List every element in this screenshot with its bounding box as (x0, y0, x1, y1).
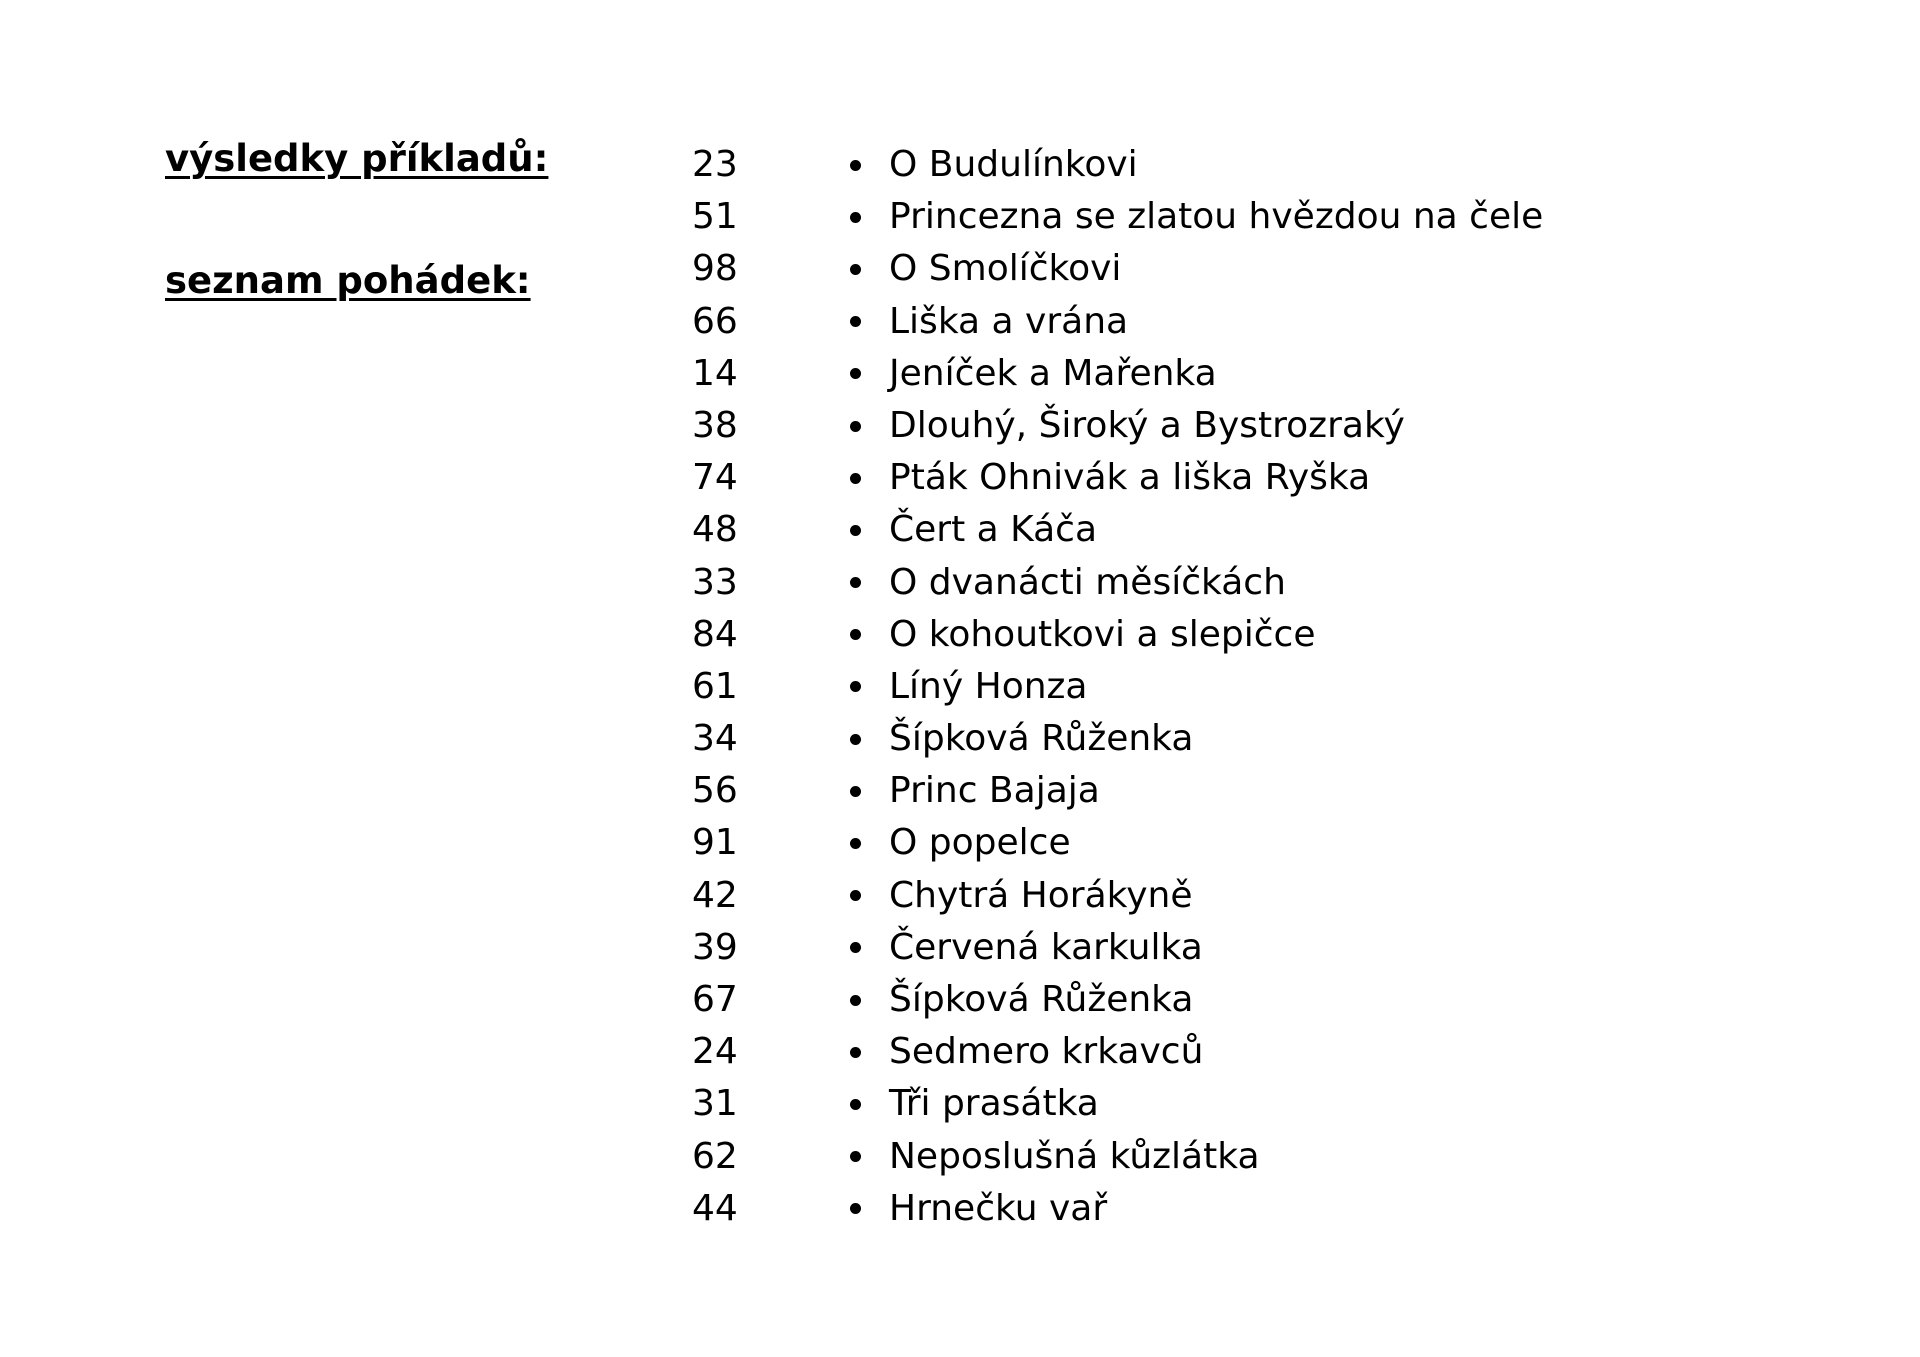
result-value: 98 (692, 248, 738, 290)
result-value: 31 (692, 1083, 738, 1125)
tales-heading: seznam pohádek: (165, 259, 531, 302)
bullet-icon (850, 838, 861, 849)
tale-title: Princ Bajaja (889, 770, 1100, 812)
list-item (850, 191, 1543, 243)
result-value: 33 (692, 561, 738, 603)
tale-title: Líný Honza (889, 665, 1088, 707)
bullet-icon (850, 316, 861, 327)
result-value: 61 (692, 665, 738, 707)
bullet-icon (850, 1099, 861, 1110)
list-item (850, 765, 1543, 817)
bullet-icon (850, 629, 861, 640)
tale-title: O Budulínkovi (889, 144, 1138, 185)
tale-title: O kohoutkovi a slepičce (889, 613, 1316, 655)
tale-title: Sedmero krkavců (889, 1031, 1204, 1073)
tale-title: Hrnečku vař (889, 1187, 1108, 1229)
list-item (850, 609, 1543, 661)
result-value: 48 (692, 509, 738, 551)
tale-title: Dlouhý, Široký a Bystrozraký (889, 404, 1405, 446)
tale-title: Princezna se zlatou hvězdou na čele (889, 196, 1544, 238)
list-item (850, 974, 1543, 1026)
result-value: 74 (692, 457, 738, 499)
result-value: 42 (692, 874, 738, 916)
result-value: 14 (692, 352, 738, 394)
result-value: 44 (692, 1187, 738, 1229)
bullet-icon (850, 786, 861, 797)
bullet-icon (850, 1151, 861, 1162)
tale-title: Šípková Růženka (889, 979, 1194, 1020)
bullet-icon (850, 681, 861, 692)
list-item (850, 296, 1543, 348)
result-value: 39 (692, 926, 738, 968)
list-item (850, 870, 1543, 922)
tale-title: Neposlušná kůzlátka (889, 1135, 1260, 1177)
bullet-icon (850, 525, 861, 536)
bullet-icon (850, 734, 861, 745)
bullet-icon (850, 1203, 861, 1214)
tale-title: Tři prasátka (889, 1083, 1099, 1125)
result-value: 24 (692, 1031, 738, 1073)
tale-title: Červená karkulka (889, 926, 1203, 968)
result-value: 34 (692, 718, 738, 760)
list-item (850, 713, 1543, 765)
bullet-icon (850, 942, 861, 953)
bullet-icon (850, 264, 861, 275)
result-value: 38 (692, 404, 738, 446)
result-value: 66 (692, 300, 738, 342)
result-value: 56 (692, 770, 738, 812)
tale-title: O popelce (889, 822, 1071, 864)
list-item (850, 504, 1543, 556)
list-item (850, 922, 1543, 974)
result-value: 91 (692, 822, 738, 864)
list-item (850, 400, 1543, 452)
result-value: 67 (692, 979, 738, 1020)
bullet-icon (850, 368, 861, 379)
tale-title: O dvanácti měsíčkách (889, 561, 1286, 603)
list-item (850, 1183, 1543, 1235)
list-item (850, 557, 1543, 609)
tales-list (850, 139, 1543, 1235)
list-item (850, 817, 1543, 869)
tale-title: Jeníček a Mařenka (889, 352, 1217, 394)
bullet-icon (850, 577, 861, 588)
list-item (850, 661, 1543, 713)
tale-title: Liška a vrána (889, 300, 1129, 342)
results-heading: výsledky příkladů: (165, 137, 549, 180)
results-list (692, 139, 738, 1235)
list-item (850, 1131, 1543, 1183)
tale-title: Šípková Růženka (889, 718, 1194, 760)
bullet-icon (850, 890, 861, 901)
list-item (850, 139, 1543, 191)
list-item (850, 452, 1543, 504)
bullet-icon (850, 160, 861, 171)
list-item (850, 1078, 1543, 1130)
result-value: 23 (692, 144, 738, 185)
tale-title: Pták Ohnivák a liška Ryška (889, 457, 1371, 499)
result-value: 51 (692, 196, 738, 238)
bullet-icon (850, 1047, 861, 1058)
bullet-icon (850, 212, 861, 223)
list-item (850, 1026, 1543, 1078)
bullet-icon (850, 473, 861, 484)
list-item (850, 348, 1543, 400)
result-value: 62 (692, 1135, 738, 1177)
bullet-icon (850, 421, 861, 432)
tale-title: Čert a Káča (889, 509, 1098, 551)
list-item (850, 243, 1543, 295)
result-value: 84 (692, 613, 738, 655)
tale-title: Chytrá Horákyně (889, 874, 1193, 916)
bullet-icon (850, 995, 861, 1006)
tale-title: O Smolíčkovi (889, 248, 1122, 290)
